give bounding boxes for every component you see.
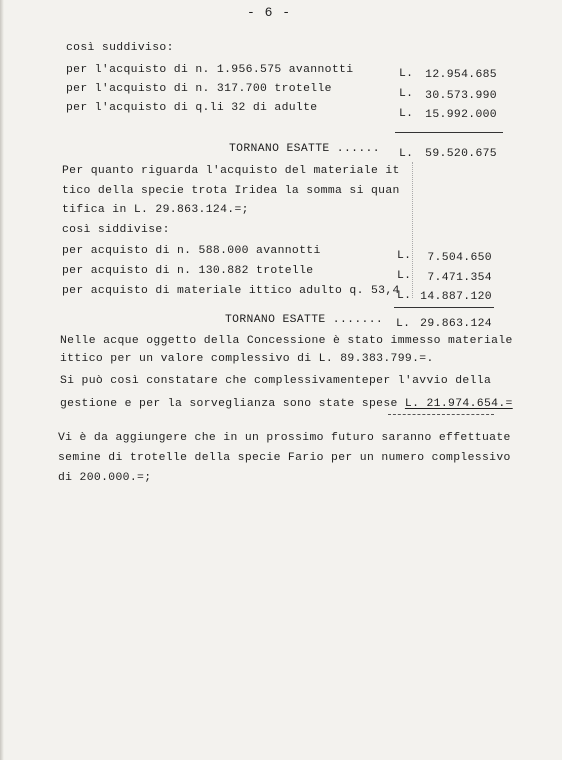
s2-row-3-amount: 14.887.120: [420, 291, 492, 303]
s2-row-1-currency: L.: [397, 250, 412, 262]
s1-row-2-currency: L.: [399, 88, 414, 100]
page-number: - 6 -: [247, 5, 292, 20]
s1-row-3-label: per l'acquisto di q.li 32 di adulte: [66, 102, 318, 114]
margin-dotted-line: [412, 162, 413, 298]
s2-total-currency: L.: [396, 318, 411, 330]
s2-total-amount: 29.863.124: [420, 318, 492, 330]
para2-line1: Nelle acque oggetto della Concessione è stato immesso materiale: [60, 335, 513, 347]
s1-row-2-label: per l'acquisto di n. 317.700 trotelle: [66, 83, 332, 95]
para1-line3: tifica in L. 29.863.124.=;: [62, 204, 249, 216]
para3-line2: semine di trotelle della specie Fario per un numero complessivo: [58, 452, 511, 464]
s1-row-3-currency: L.: [399, 108, 414, 120]
intro-line-2: così siddivise:: [62, 224, 170, 236]
s2-row-3-label: per acquisto di materiale ittico adulto q. 53,4: [62, 285, 400, 297]
para1-line2: tico della specie trota Iridea la somma si quan: [62, 185, 400, 197]
para1-line1: Per quanto riguarda l'acquisto del materiale it: [62, 165, 400, 177]
s1-row-3-amount: 15.992.000: [425, 109, 497, 121]
s1-row-1-currency: L.: [399, 68, 414, 80]
s2-row-1-label: per acquisto di n. 588.000 avannotti: [62, 245, 321, 257]
s2-row-2-currency: L.: [397, 270, 412, 282]
intro-line-1: così suddiviso:: [66, 42, 174, 54]
s1-row-1-label: per l'acquisto di n. 1.956.575 avannotti: [66, 64, 354, 76]
s1-total-currency: L.: [399, 148, 414, 160]
para3-line3: di 200.000.=;: [58, 472, 152, 484]
para2-line4-text: gestione e per la sorveglianza sono state spese: [60, 398, 405, 410]
s2-row-2-amount: 7.471.354: [427, 272, 492, 284]
page-edge-shadow: [0, 0, 4, 760]
s1-total-rule: [395, 132, 503, 133]
para3-line1: Vi è da aggiungere che in un prossimo futuro saranno effettuate: [58, 432, 511, 444]
para2-line3: Si può così constatare che complessivamenteper l'avvio della: [60, 375, 492, 387]
s1-row-2-amount: 30.573.990: [425, 90, 497, 102]
s2-row-1-amount: 7.504.650: [427, 252, 492, 264]
para2-line2: ittico per un valore complessivo di L. 89.383.799.=.: [60, 353, 434, 365]
s2-total-label: TORNANO ESATTE .......: [225, 314, 384, 326]
s2-row-3-currency: L.: [397, 290, 412, 302]
total-expense-double-underline: [388, 414, 494, 415]
s1-row-1-amount: 12.954.685: [425, 69, 497, 81]
total-expense-amount: L. 21.974.654.=: [404, 398, 513, 410]
para2-line4: [60, 398, 513, 411]
s1-total-amount: 59.520.675: [425, 148, 497, 160]
s1-total-label: TORNANO ESATTE ......: [229, 143, 380, 155]
s2-total-rule: [394, 307, 494, 308]
s2-row-2-label: per acquisto di n. 130.882 trotelle: [62, 265, 314, 277]
